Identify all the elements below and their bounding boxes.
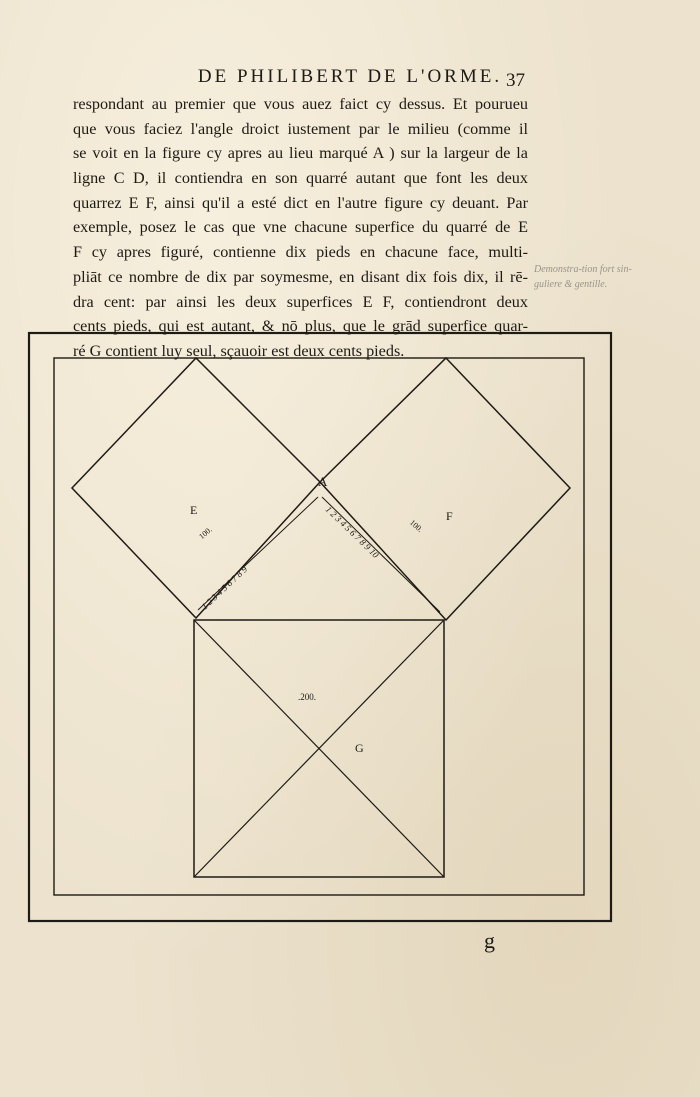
page-number: 37 bbox=[506, 70, 525, 91]
text-line: respondant au premier que vous auez faict cy dessus. Et pourueu bbox=[73, 95, 528, 113]
signature-mark: g bbox=[484, 928, 495, 953]
scale-left-numbers: 1 2 3 4 5 6 7 8 9 bbox=[199, 564, 250, 612]
text-line: que vous faciez l'angle droict iustement par le milieu (comme il bbox=[73, 119, 528, 138]
margin-note: Demonstra-tion fort sin-guliere & gentille. bbox=[534, 264, 632, 290]
square-f bbox=[320, 358, 570, 620]
text-line: exemple, posez le cas que vne chacune superfice du quarré de E bbox=[73, 218, 528, 237]
label-e: E bbox=[190, 503, 198, 517]
label-g: G bbox=[355, 741, 364, 755]
text-line: cents pieds, qui est autant, & nō plus, que le grād superfice quar- bbox=[73, 317, 528, 336]
square-e bbox=[72, 358, 320, 618]
inner-frame bbox=[54, 358, 584, 895]
measure-e: 100. bbox=[197, 525, 214, 541]
scale-right-numbers: 1 2 3 4 5 6 7 8 9 10 bbox=[323, 504, 381, 560]
text-line: ligne C D, il contiendra en son quarré autant que font les deux bbox=[73, 169, 528, 188]
text-line: dra cent: par ainsi les deux superfices E F, contiendront deux bbox=[73, 292, 528, 311]
running-title: DE PHILIBERT DE L'ORME. bbox=[197, 66, 503, 87]
text-line: ré G contient luy seul, sçauoir est deux cents pieds. bbox=[73, 341, 405, 360]
text-line: se voit en la figure cy apres au lieu marqué A ) sur la largeur de la bbox=[73, 144, 528, 163]
measure-f: 100. bbox=[408, 517, 425, 535]
measure-g: .200. bbox=[298, 692, 316, 702]
text-line: quarrez E F, ainsi qu'il a esté dict en l'autre figure cy deuant. Par bbox=[73, 193, 528, 212]
text-line: F cy apres figuré, contienne dix pieds en chacune face, multi- bbox=[73, 243, 528, 262]
outer-frame bbox=[29, 333, 611, 921]
label-f: F bbox=[446, 509, 453, 523]
label-a: A bbox=[318, 474, 328, 489]
text-line: pliāt ce nombre de dix par soymesme, en disant dix fois dix, il rē- bbox=[73, 267, 528, 286]
